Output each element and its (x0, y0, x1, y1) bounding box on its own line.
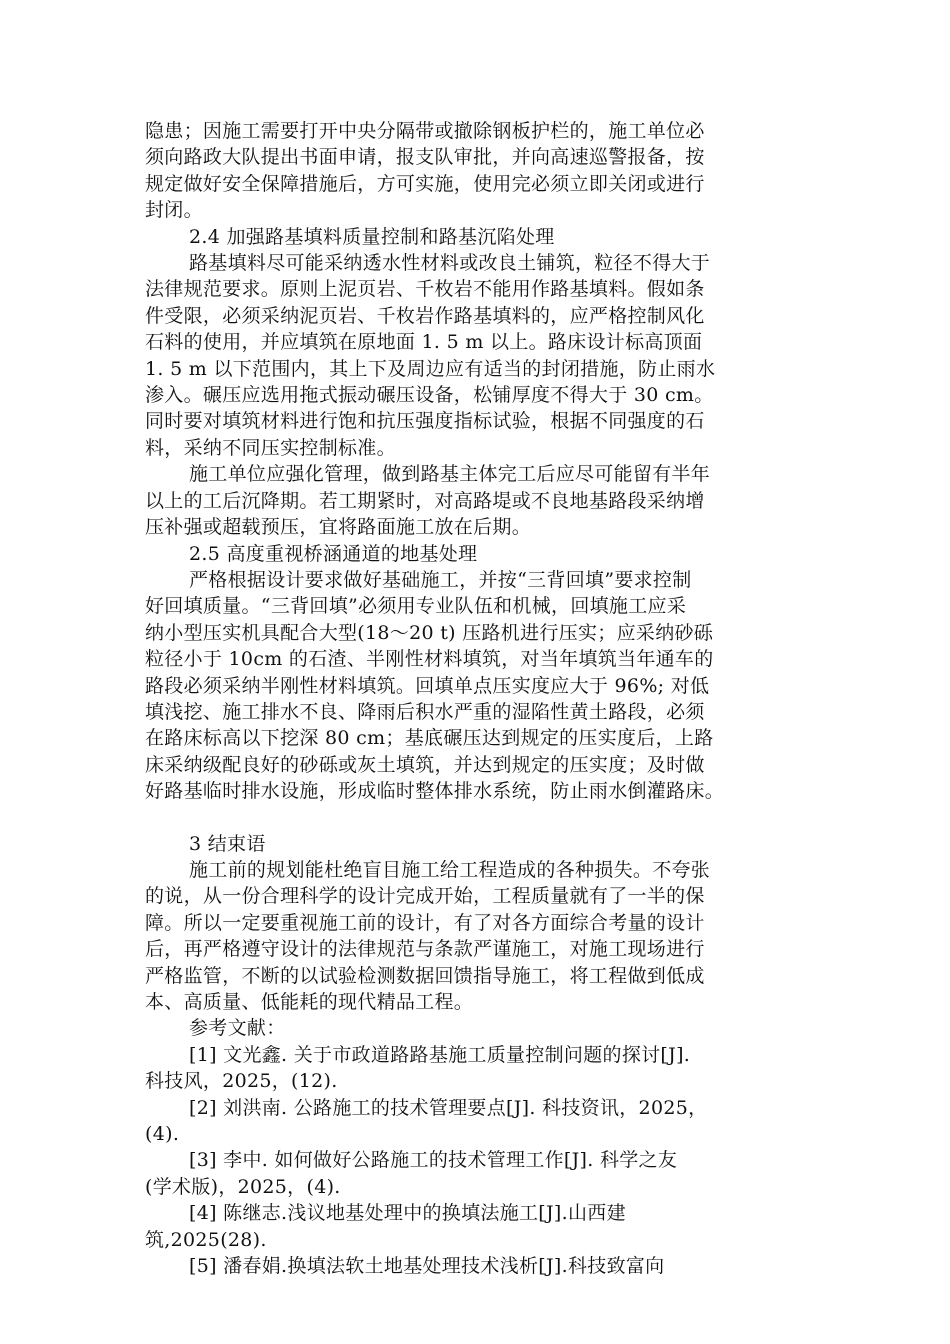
text-line: 压补强或超载预压，宜将路面施工放在后期。 (145, 516, 532, 539)
reference-line: [1] 文光鑫. 关于市政道路路基施工质量控制问题的探讨[J]. (189, 1043, 691, 1066)
text-line: 粒径小于 10cm 的石渣、半刚性材料填筑，对当年填筑当年通车的 (145, 648, 714, 671)
text-line: 床采纳级配良好的砂砾或灰土填筑，并达到规定的压实度；及时做 (145, 753, 705, 776)
text-line: 法律规范要求。原则上泥页岩、千枚岩不能用作路基填料。假如条 (145, 278, 705, 301)
section-heading: 2.4 加强路基填料质量控制和路基沉陷处理 (189, 225, 555, 248)
text-line: 施工单位应强化管理，做到路基主体完工后应尽可能留有半年 (189, 463, 711, 486)
text-line: 路基填料尽可能采纳透水性材料或改良土铺筑，粒径不得大于 (189, 252, 711, 275)
text-line: 施工前的规划能杜绝盲目施工给工程造成的各种损失。不夸张 (189, 858, 711, 881)
text-line: 规定做好安全保障措施后，方可实施，使用完必须立即关闭或进行 (145, 172, 705, 195)
text-line: 在路床标高以下挖深 80 cm；基底碾压达到规定的压实度后，上路 (145, 727, 714, 750)
text-line: 料，采纳不同压实控制标准。 (145, 436, 396, 459)
text-line: 渗入。碾压应选用拖式振动碾压设备，松铺厚度不得大于 30 cm。 (145, 384, 714, 407)
reference-line: 筑,2025(28). (145, 1228, 267, 1251)
text-line: 1. 5 m 以下范围内，其上下及周边应有适当的封闭措施，防止雨水 (145, 357, 716, 380)
reference-line: [5] 潘春娟.换填法软土地基处理技术浅析[J].科技致富向 (189, 1255, 665, 1278)
section-heading: 参考文献： (189, 1017, 286, 1040)
paragraph-gap (145, 805, 805, 831)
text-line: 障。所以一定要重视施工前的设计，有了对各方面综合考量的设计 (145, 911, 705, 934)
reference-line: [3] 李中. 如何做好公路施工的技术管理工作[J]. 科学之友 (189, 1149, 678, 1172)
reference-line: (学术版)，2025，(4). (145, 1175, 341, 1198)
reference-line: 科技风，2025，(12). (145, 1070, 338, 1093)
text-line: 石料的使用，并应填筑在原地面 1. 5 m 以上。路床设计标高顶面 (145, 331, 703, 354)
section-heading: 3 结束语 (189, 832, 266, 855)
text-line: 同时要对填筑材料进行饱和抗压强度指标试验，根据不同强度的石 (145, 410, 705, 433)
text-line: 隐患；因施工需要打开中央分隔带或撤除钢板护栏的，施工单位必 (145, 120, 705, 142)
text-line: 后，再严格遵守设计的法律规范与条款严谨施工，对施工现场进行 (145, 938, 705, 961)
text-line: 填浅挖、施工排水不良、降雨后积水严重的湿陷性黄土路段，必须 (145, 700, 705, 723)
text-line: 的说，从一份合理科学的设计完成开始，工程质量就有了一半的保 (145, 885, 705, 908)
text-line: 件受限，必须采纳泥页岩、千枚岩作路基填料的，应严格控制风化 (145, 304, 705, 327)
text-line: 严格监管，不断的以试验检测数据回馈指导施工，将工程做到低成 (145, 964, 705, 987)
text-line: 严格根据设计要求做好基础施工，并按“三背回填”要求控制 (189, 568, 692, 591)
reference-line: [2] 刘洪南. 公路施工的技术管理要点[J]. 科技资讯，2025， (189, 1096, 708, 1119)
document-body (145, 118, 805, 1279)
text-line: 本、高质量、低能耗的现代精品工程。 (145, 991, 474, 1013)
text-line: 好回填质量。“三背回填”必须用专业队伍和机械，回填施工应采 (145, 595, 687, 618)
reference-line: [4] 陈继志.浅议地基处理中的换填法施工[J].山西建 (189, 1202, 626, 1225)
text-line: 封闭。 (145, 199, 203, 222)
text-line: 纳小型压实机具配合大型(18～20 t) 压路机进行压实；应采纳砂砾 (145, 621, 714, 644)
reference-line: (4). (145, 1123, 180, 1146)
text-line: 好路基临时排水设施，形成临时整体排水系统，防止雨水倒灌路床。 (145, 780, 725, 803)
text-line: 须向路政大队提出书面申请，报支队审批，并向高速巡警报备，按 (145, 146, 705, 169)
text-line: 以上的工后沉降期。若工期紧时，对高路堤或不良地基路段采纳增 (145, 489, 705, 512)
section-heading: 2.5 高度重视桥涵通道的地基处理 (189, 542, 478, 565)
text-line: 路段必须采纳半刚性材料填筑。回填单点压实度应大于 96%; 对低 (145, 674, 710, 697)
